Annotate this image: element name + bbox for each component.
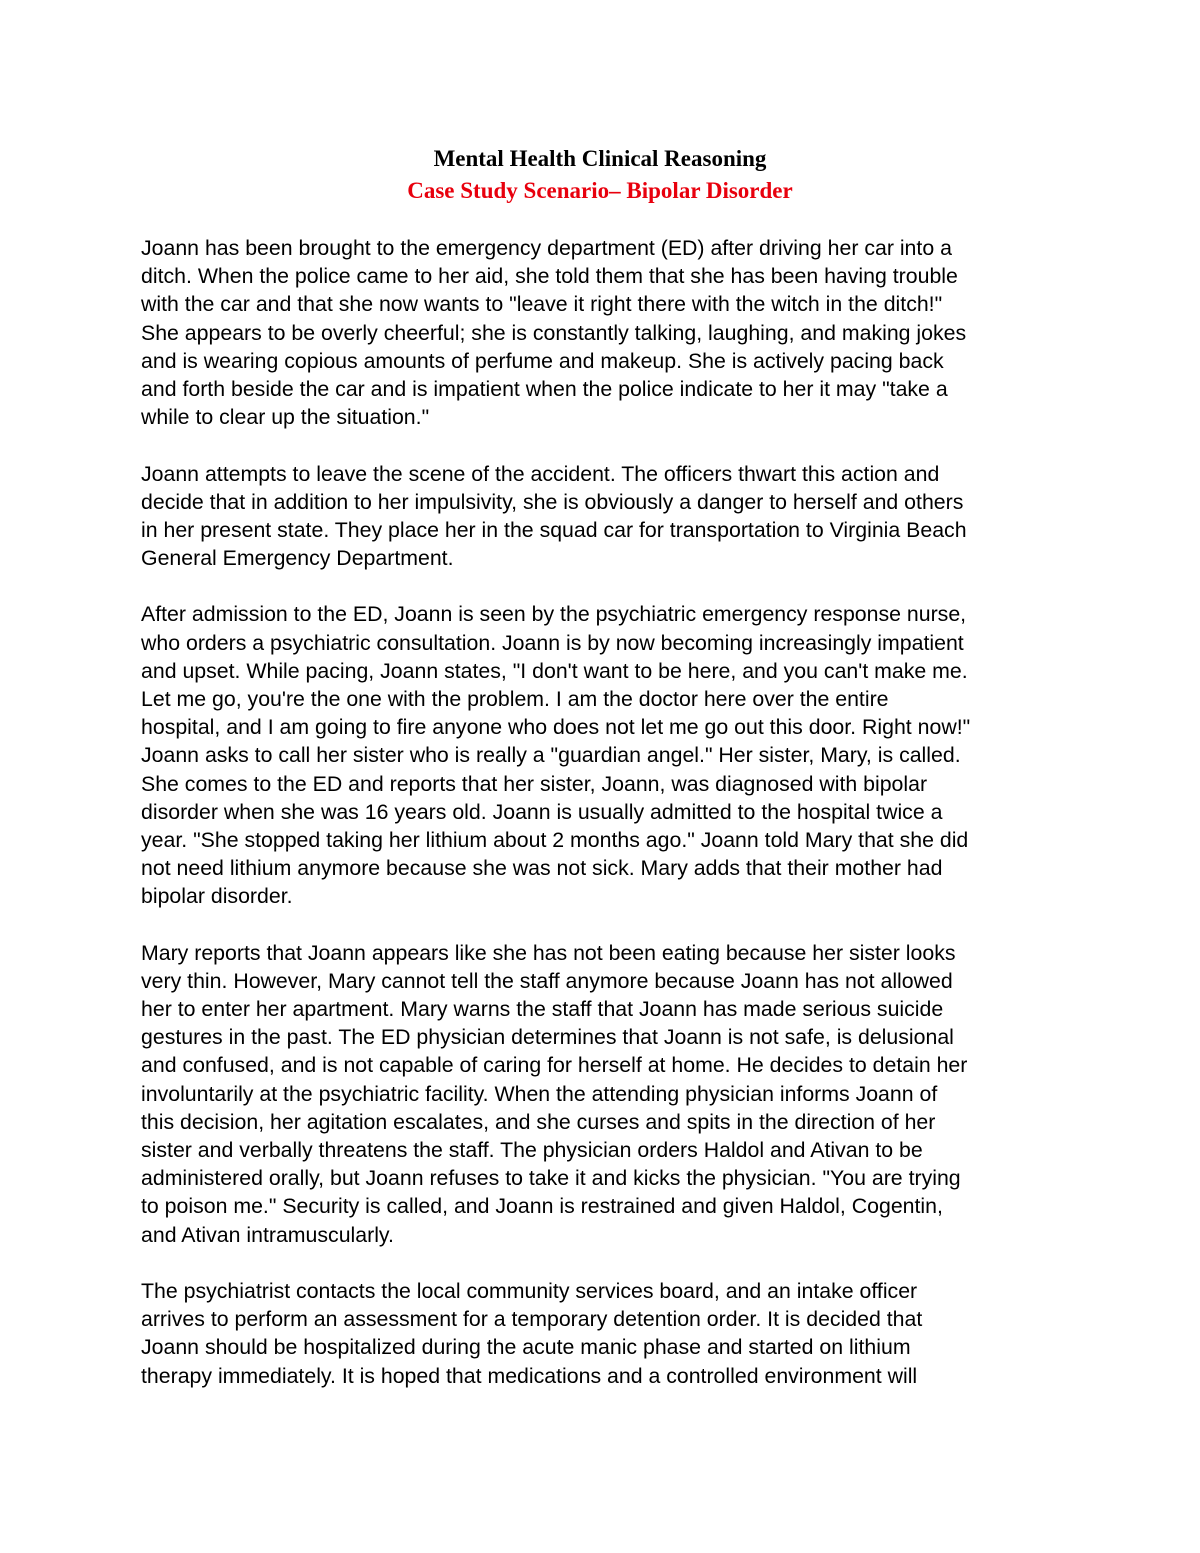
- paragraph-line: Mary reports that Joann appears like she has not been eating because her sister looks: [141, 940, 956, 965]
- paragraph-line: Joann asks to call her sister who is really a "guardian angel." Her sister, Mary, is called.: [141, 743, 961, 768]
- paragraph-line: disorder when she was 16 years old. Joann is usually admitted to the hospital twice a: [141, 799, 943, 824]
- paragraph-line: year. "She stopped taking her lithium about 2 months ago." Joann told Mary that she did: [141, 827, 969, 852]
- document-title: Mental Health Clinical Reasoning: [433, 146, 767, 171]
- paragraph-line: to poison me." Security is called, and Joann is restrained and given Haldol, Cogentin,: [141, 1194, 943, 1219]
- paragraph-line: Joann should be hospitalized during the acute manic phase and started on lithium: [141, 1335, 911, 1360]
- paragraph-line: Joann has been brought to the emergency department (ED) after driving her car into a: [141, 236, 952, 260]
- document-body: [141, 234, 1071, 1390]
- paragraph-line: Let me go, you're the one with the problem. I am the doctor here over the entire: [141, 687, 889, 711]
- paragraph-line: ditch. When the police came to her aid, she told them that she has been having trouble: [141, 264, 958, 289]
- paragraph-spacer: [141, 911, 1071, 939]
- paragraph-line: with the car and that she now wants to "leave it right there with the witch in the ditch!": [141, 292, 943, 317]
- document-subtitle: Case Study Scenario– Bipolar Disorder: [407, 178, 793, 203]
- paragraph-line: in her present state. They place her in the squad car for transportation to Virginia Beach: [141, 517, 967, 542]
- paragraph-line: and confused, and is not capable of caring for herself at home. He decides to detain her: [141, 1053, 968, 1078]
- paragraph-line: involuntarily at the psychiatric facility. When the attending physician informs Joann of: [141, 1081, 938, 1106]
- paragraph-line: sister and verbally threatens the staff. The physician orders Haldol and Ativan to be: [141, 1138, 923, 1162]
- paragraph-line: this decision, her agitation escalates, and she curses and spits in the direction of her: [141, 1109, 936, 1134]
- paragraph-spacer: [141, 572, 1071, 600]
- paragraph-line: who orders a psychiatric consultation. Joann is by now becoming increasingly impatient: [141, 630, 964, 655]
- paragraph-line: and Ativan intramuscularly.: [141, 1222, 394, 1247]
- paragraph-line: while to clear up the situation.": [141, 405, 430, 430]
- paragraph-4: [141, 939, 1071, 1249]
- paragraph-line: General Emergency Department.: [141, 546, 454, 571]
- paragraph-spacer: [141, 431, 1071, 459]
- paragraph-line: bipolar disorder.: [141, 884, 293, 909]
- document-header: [0, 143, 1200, 207]
- paragraph-line: therapy immediately. It is hoped that medications and a controlled environment will: [141, 1363, 918, 1388]
- paragraph-line: After admission to the ED, Joann is seen by the psychiatric emergency response nurse,: [141, 602, 967, 627]
- paragraph-line: gestures in the past. The ED physician determines that Joann is not safe, is delusional: [141, 1025, 954, 1050]
- paragraph-line: She appears to be overly cheerful; she is constantly talking, laughing, and making jokes: [141, 320, 967, 345]
- paragraph-spacer: [141, 1249, 1071, 1277]
- paragraph-2: [141, 460, 1071, 573]
- paragraph-1: [141, 234, 1071, 431]
- paragraph-line: very thin. However, Mary cannot tell the staff anymore because Joann has not allowed: [141, 968, 953, 993]
- paragraph-line: her to enter her apartment. Mary warns the staff that Joann has made serious suicide: [141, 997, 944, 1022]
- paragraph-line: and upset. While pacing, Joann states, "I don't want to be here, and you can't make me.: [141, 658, 968, 683]
- paragraph-line: hospital, and I am going to fire anyone who does not let me go out this door. Right now!": [141, 715, 971, 740]
- paragraph-line: and forth beside the car and is impatient when the police indicate to her it may "take a: [141, 376, 948, 401]
- paragraph-5: [141, 1277, 1071, 1390]
- paragraph-line: She comes to the ED and reports that her sister, Joann, was diagnosed with bipolar: [141, 771, 928, 796]
- paragraph-line: The psychiatrist contacts the local community services board, and an intake officer: [141, 1278, 918, 1303]
- paragraph-line: not need lithium anymore because she was not sick. Mary adds that their mother had: [141, 856, 943, 881]
- paragraph-line: arrives to perform an assessment for a temporary detention order. It is decided that: [141, 1307, 923, 1332]
- paragraph-line: Joann attempts to leave the scene of the accident. The officers thwart this action and: [141, 461, 940, 486]
- paragraph-line: administered orally, but Joann refuses to take it and kicks the physician. "You are trying: [141, 1166, 961, 1191]
- paragraph-line: and is wearing copious amounts of perfume and makeup. She is actively pacing back: [141, 348, 944, 373]
- paragraph-line: decide that in addition to her impulsivity, she is obviously a danger to herself and others: [141, 489, 964, 514]
- paragraph-3: [141, 600, 1071, 910]
